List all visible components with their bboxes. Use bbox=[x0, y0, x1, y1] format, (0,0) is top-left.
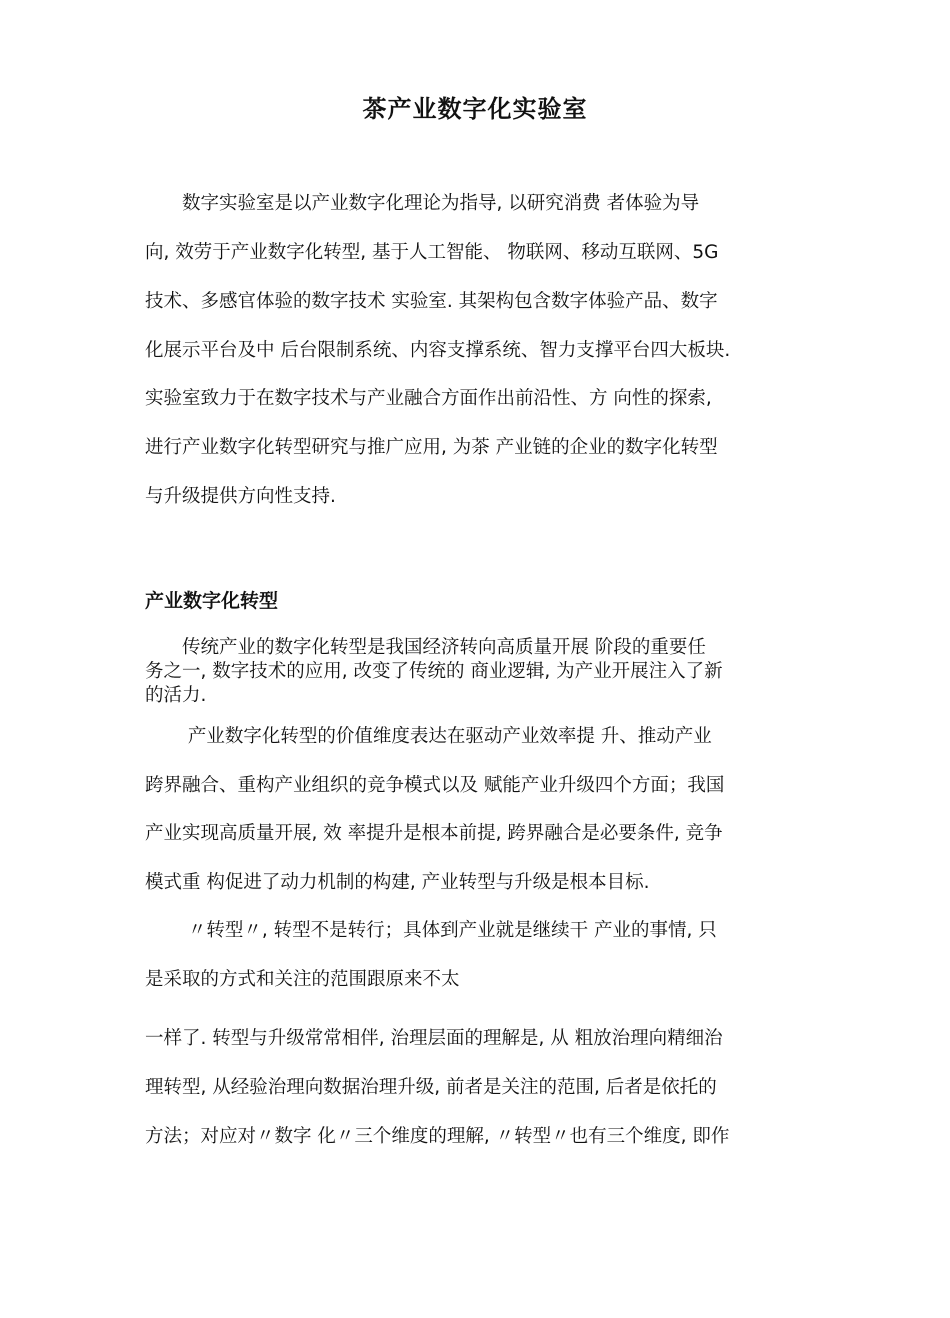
paragraph-line: 产业数字化转型的价值维度表达在驱动产业效率提 升、推动产业 bbox=[145, 726, 712, 747]
intro-line: 化展示平台及中 后台限制系统、内容支撑系统、智力支撑平台四大板块. bbox=[145, 340, 731, 361]
paragraph-line: 方法；对应对〃数字 化〃三个维度的理解, 〃转型〃也有三个维度, 即作 bbox=[145, 1126, 730, 1147]
paragraph-line: 的活力. bbox=[145, 685, 207, 706]
intro-line: 进行产业数字化转型研究与推广应用, 为茶 产业链的企业的数字化转型 bbox=[145, 437, 718, 458]
document-title: 茶产业数字化实验室 bbox=[362, 95, 588, 123]
intro-line: 技术、多感官体验的数字技术 实验室. 其架构包含数字体验产品、数字 bbox=[145, 291, 718, 312]
paragraph-line: 务之一, 数字技术的应用, 改变了传统的 商业逻辑, 为产业开展注入了新 bbox=[145, 661, 723, 682]
paragraph-line: 理转型, 从经验治理向数据治理升级, 前者是关注的范围, 后者是依托的 bbox=[145, 1077, 717, 1098]
intro-line: 数字实验室是以产业数字化理论为指导, 以研究消费 者体验为导 bbox=[145, 193, 700, 214]
paragraph-line: 一样了. 转型与升级常常相伴, 治理层面的理解是, 从 粗放治理向精细治 bbox=[145, 1028, 723, 1049]
paragraph-line: 传统产业的数字化转型是我国经济转向高质量开展 阶段的重要任 bbox=[145, 637, 706, 658]
paragraph-line: 产业实现高质量开展, 效 率提升是根本前提, 跨界融合是必要条件, 竞争 bbox=[145, 823, 723, 844]
paragraph-line: 〃转型〃, 转型不是转行；具体到产业就是继续干 产业的事情, 只 bbox=[145, 920, 717, 941]
paragraph-line: 是采取的方式和关注的范围跟原来不太 bbox=[145, 969, 460, 990]
intro-line: 实验室致力于在数字技术与产业融合方面作出前沿性、方 向性的探索, bbox=[145, 388, 712, 409]
intro-line: 向, 效劳于产业数字化转型, 基于人工智能、 物联网、移动互联网、5G bbox=[145, 242, 719, 263]
intro-line: 与升级提供方向性支持. bbox=[145, 486, 336, 507]
section-heading: 产业数字化转型 bbox=[145, 590, 279, 612]
paragraph-line: 模式重 构促进了动力机制的构建, 产业转型与升级是根本目标. bbox=[145, 872, 650, 893]
paragraph-line: 跨界融合、重构产业组织的竞争模式以及 赋能产业升级四个方面；我国 bbox=[145, 775, 725, 796]
